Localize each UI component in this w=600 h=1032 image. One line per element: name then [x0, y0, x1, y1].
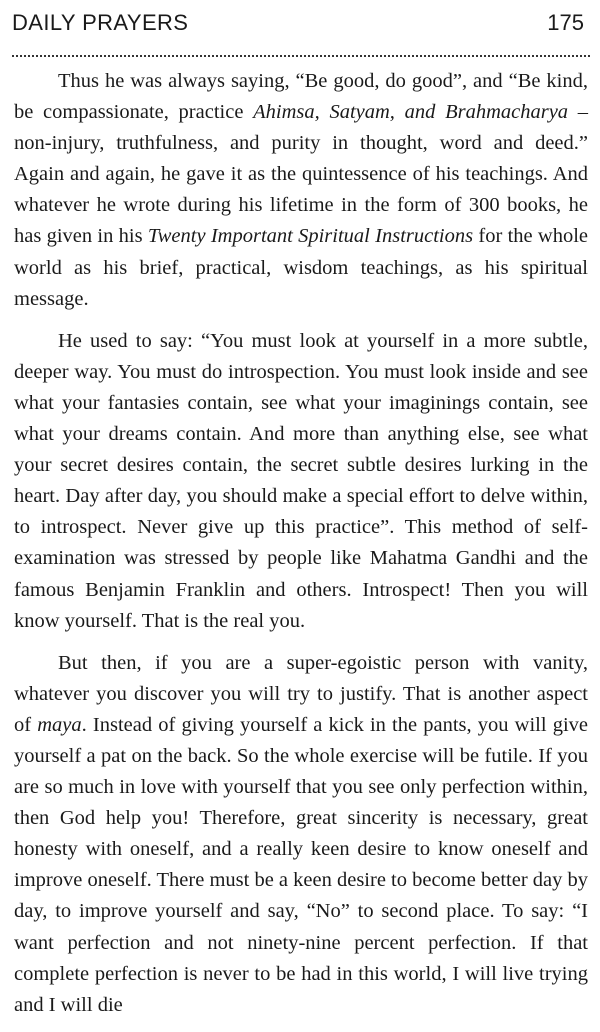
italic-text-run: maya	[37, 713, 82, 736]
page-number: 175	[547, 10, 584, 35]
text-run: . Instead of giving yourself a kick in the pants, you will give yourself a pat on the back. So the whole exercise will be futile. If you are so much in love with yourself that you see only perfection within, then God help you! Therefore, great sincerity is necessary, great honesty with oneself, and a really keen desire to know oneself and improve oneself. There must be a keen desire to become better day by day, to improve yourself and say, “No” to second place. To say: “I want perfection and not ninety-nine percent perfection. If that complete perfection is never to be had in this world, I will live trying and I will die	[14, 713, 588, 1016]
running-head	[12, 8, 584, 48]
paragraph	[14, 326, 588, 637]
text-run: – non-injury, truthfulness, and purity in thought, word and deed.” Again and again, he gave it as the quintessence of his teachings. And whatever he wrote during his lifetime in the form of 300 books, he has given in his	[14, 101, 588, 248]
running-title: DAILY PRAYERS	[12, 10, 189, 35]
text-run: Thus he was always saying, “Be good, do good”, and “Be kind, be compassionate, practice	[14, 70, 588, 124]
paragraph	[14, 66, 588, 315]
italic-text-run: Ahimsa, Satyam, and Brahmacharya	[253, 101, 569, 124]
text-run: He used to say: “You must look at yourself in a more subtle, deeper way. You must do introspection. You must look inside and see what your fantasies contain, see what your imaginings contain, see what your dreams contain. And more than anything else, see what your secret desires contain, the secret subtle desires lurking in the heart. Day after day, you should make a special effort to delve within, to introspect. Never give up this practice”. This method of self-examination was stressed by people like Mahatma Gandhi and the famous Benjamin Franklin and others. Introspect! Then you will know yourself. That is the real you.	[14, 329, 588, 632]
italic-text-run: Twenty Important Spiritual Instructions	[147, 225, 474, 248]
header-dotted-rule	[12, 55, 590, 57]
text-body	[14, 66, 588, 1032]
text-run: But then, if you are a super-egoistic person with vanity, whatever you discover you will try to justify. That is another aspect of	[14, 651, 588, 736]
text-run: for the whole world as his brief, practical, wisdom teachings, as his spiritual message.	[14, 225, 588, 310]
paragraph	[14, 648, 588, 1021]
